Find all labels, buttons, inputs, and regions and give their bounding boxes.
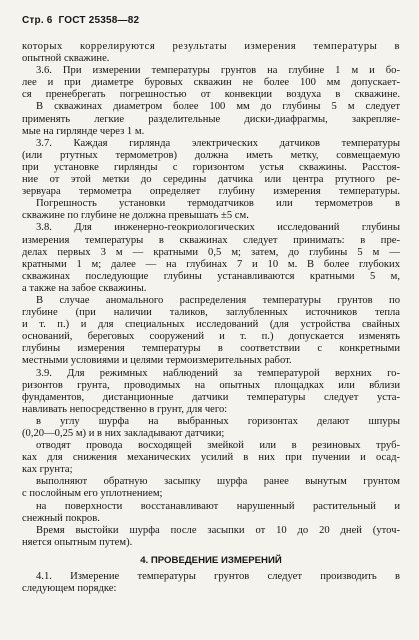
text-line: следующем порядке: [22, 583, 117, 595]
text-line: (0,20—0,25 м) и в них закладывают датчики; [22, 428, 225, 439]
text-line: которых коррелируются результаты измерения температуры в [22, 41, 400, 52]
text-line: глубине (при наличии таликов, заглубленных источников тепла [22, 307, 400, 319]
text-line: мые на гирлянде через 1 м. [22, 125, 145, 137]
text-line: 3.7. Каждая гирлянда электрических датчиков температуры [36, 137, 400, 149]
text-line: навливать непосредственно в грунт, для чего: [22, 403, 228, 415]
text-line: местными условиями и целями термоизмерительных работ. [22, 355, 292, 367]
text-line: лее и при диаметре буровых скважин не более 100 мм допускает- [22, 77, 400, 89]
text-line: ние от этой метки до середины датчика или центра ртутного ре- [22, 174, 400, 186]
section-heading: 4. ПРОВЕДЕНИЕ ИЗМЕРЕНИЙ [140, 554, 282, 566]
standard-number: ГОСТ 25358—82 [58, 15, 140, 26]
text-line: ризонтов грунта, проводимых на опытных площадках или вблизи [22, 379, 400, 391]
text-line: ся пренебрегать погрешностью от конвекции воздуха в скважине. [22, 89, 400, 101]
text-line: фундаментов, дистанционные датчики температуры следует уста- [22, 391, 400, 403]
text-line: в углу шурфа на выбранных горизонтах делают шпуры [36, 415, 400, 427]
text-line: с послойным его уплотнением; [22, 488, 163, 500]
text-line: 4.1. Измерение температуры грунтов следует производить в [36, 571, 400, 583]
text-line: 3.8. Для инженерно-геокриологических исследований глубины [36, 222, 400, 234]
text-line: а также на забое скважины. [22, 282, 147, 294]
text-line: скважинах последующие глубины устанавливаются кратными 5 м, [22, 270, 400, 282]
text-line: при установке гирлянды с горизонтом устья скважины. Расстоя- [22, 161, 400, 173]
text-line: глубины измерения температуры в соответствии с конкретными [22, 343, 400, 355]
text-line: опытной скважине. [22, 53, 110, 65]
text-line: скважине по глубине не должна превышать ±5 см. [22, 210, 249, 222]
text-line: В скважинах диаметром более 100 мм до глубины 5 м следует [36, 101, 400, 113]
text-line: ках для снижения механических усилий в них при пучении и осад- [22, 452, 400, 464]
text-line: отводят провода восходящей змейкой или в резиновых труб- [36, 440, 400, 452]
text-line: Погрешность установки термодатчиков или термометров в [36, 198, 400, 210]
text-line: и т. п.) и для специальных исследований (для устройства свайных [22, 319, 400, 331]
text-line: делах первых 3 м — кратными 0,5 м; затем, до глубины 5 м — [22, 246, 400, 258]
text-line: Время выстойки шурфа после засыпки от 10 до 20 дней (уточ- [36, 524, 400, 536]
text-line: 3.6. При измерении температуры грунтов на глубине 1 м и бо- [36, 65, 400, 77]
text-line: выполняют обратную засыпку шурфа ранее вынутым грунтом [36, 476, 400, 488]
text-line: В случае аномального распределения температуры грунтов по [36, 294, 400, 306]
text-line: кратными 1 м; далее — на глубинах 7 и 10 м. В более глубоких [22, 258, 400, 270]
text-line: оснований, береговых сооружений и т. п.) допускается изменять [22, 331, 400, 343]
text-line: 3.9. Для режимных наблюдений за температурой верхних го- [36, 367, 400, 379]
page-header [22, 15, 139, 26]
text-line: зервуара термометра определяет глубину измерения температуры. [22, 186, 400, 198]
text-line: снежный покров. [22, 512, 100, 524]
text-line: применять легкие разделительные диски-диафрагмы, закрепляе- [22, 113, 400, 125]
text-line: няется опытным путем). [22, 536, 133, 548]
text-line: (или ртутных термометров) должна иметь метку, совмещаемую [22, 149, 400, 161]
body-text [22, 41, 400, 595]
text-line: на поверхности восстанавливают нарушенный растительный и [36, 500, 400, 512]
text-line: измерения температуры в скважинах следует принимать: в пре- [22, 234, 400, 246]
page-number: Стр. 6 [22, 15, 53, 26]
text-line: ках грунта; [22, 464, 73, 476]
